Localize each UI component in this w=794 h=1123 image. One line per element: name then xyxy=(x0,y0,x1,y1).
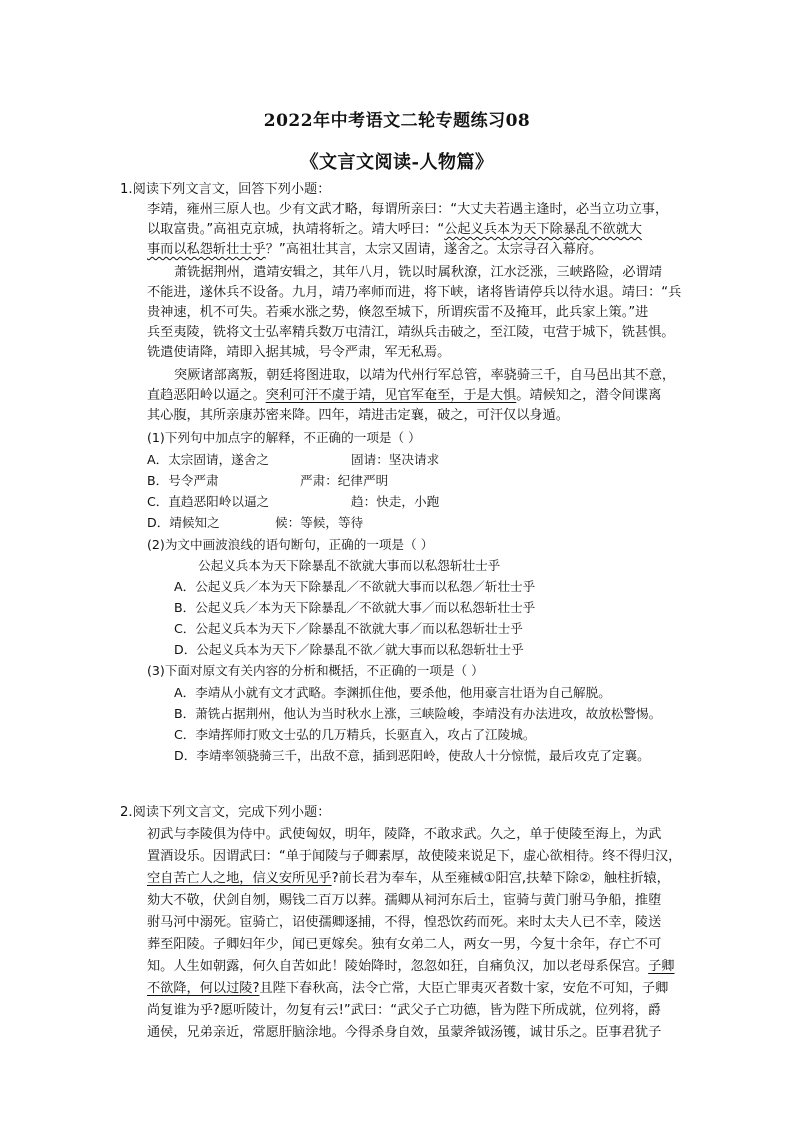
q1-p3-text-2: 。靖候知之，潜令间谍离 xyxy=(516,388,662,403)
q1-sub3-option-a: A．李靖从小就有文才武略。李渊抓住他，要杀他，他用豪言壮语为自己解脱。 xyxy=(174,685,611,700)
q1-sub3-option-d: D．李靖率领骁骑三千，出敌不意，插到恶阳岭，使敌人十分惊慌，最后攻克了定襄。 xyxy=(174,748,650,763)
q1-sub1-option-d: D．靖候知之 xyxy=(147,515,220,530)
q1-p1-text-end: ？”高祖壮其言，太宗又固请，遂舍之。太宗寻召入幕府。 xyxy=(265,242,603,257)
q1-p1-text: 以取富贵。”高祖克京城，执靖将斩之。靖大呼曰：“ xyxy=(147,222,445,237)
q1-p1-line2 xyxy=(147,220,642,240)
q1-sub1-option-d-gloss: 候：等候，等待 xyxy=(275,515,364,530)
q1-sub3-stem: (3)下面对原文有关内容的分析和概括，不正确的一项是（ ） xyxy=(147,663,484,678)
q1-sub1-option-c: C．直趋恶阳岭以逼之 xyxy=(147,494,270,509)
document-subtitle: 《文言文阅读-人物篇》 xyxy=(300,152,494,173)
q2-underlined-sentence-2a: 子卿 xyxy=(648,959,675,974)
q1-sub2-option-b: B．公起义兵／本为天下除暴乱／不欲就大事／而以私怨斩壮士乎 xyxy=(174,600,536,615)
q2-line3-text: ?前长君为奉车，从至雍棫①阳宫,扶辇下除②，触柱折辕， xyxy=(331,871,670,886)
q1-p3-line1: 突厥诸部离叛，朝廷将图进取，以靖为代州行军总管，率骁骑三千，自马邑出其不意， xyxy=(174,368,676,383)
q1-sub2-option-c: C．公起义兵本为天下／除暴乱不欲就大事／而以私怨斩壮士乎 xyxy=(174,621,523,636)
q2-underlined-sentence-2b: 不欲降，何以过陵? xyxy=(147,981,260,996)
q1-sub1-option-b-gloss: 严肃：纪律严明 xyxy=(300,473,389,488)
q2-line2: 置酒设乐。因谓武曰：“单于闻陵与子卿素厚，故使陵来说足下，虚心欲相待。终不得归汉， xyxy=(147,849,682,864)
q2-stem: 2.阅读下列文言文，完成下列小题： xyxy=(120,805,331,820)
q1-sub1-option-c-gloss: 趋：快走，小跑 xyxy=(351,494,440,509)
q1-underlined-sentence: 突利可汗不虞于靖，见官军奄至，于是大惧 xyxy=(265,388,517,403)
q1-p2-line5: 铣遣使请降，靖即入据其城，号令严肃，军无私焉。 xyxy=(147,345,451,360)
q2-line8-text: 且陛下春秋高，法令亡常，大臣亡罪夷灭者数十家，安危不可知，子卿 xyxy=(259,981,669,996)
document-title: 2022年中考语文二轮专题练习08 xyxy=(263,111,531,131)
q1-sub1-stem: (1)下列句中加点字的解释，不正确的一项是（ ） xyxy=(147,430,421,445)
q1-p3-line3: 其心腹，其所亲康苏密来降。四年，靖进击定襄，破之，可汗仅以身遁。 xyxy=(147,408,569,423)
q1-wavy-sentence-part1: 公起义兵本为天下除暴乱不欲就大 xyxy=(444,222,642,237)
q1-sub3-option-c: C．李靖挥师打败文士弘的几万精兵，长驱直入，攻占了江陵城。 xyxy=(174,727,536,742)
q2-line9: 尚复谁为乎?愿听陵计，勿复有云!”武曰：“武父子亡功德，皆为陛下所成就，位列将，爵 xyxy=(147,1003,661,1018)
q1-wavy-sentence-part2: 事而以私怨斩壮士乎 xyxy=(147,242,266,257)
q1-sub1-option-b: B．号令严肃 xyxy=(147,473,219,488)
q1-p2-line1: 萧铣据荆州，遣靖安辑之，其年八月，铣以时属秋潦，江水泛涨，三峡路险，必谓靖 xyxy=(174,265,662,280)
q2-line5: 驸马河中溺死。宦骑亡，诏使孺卿逐捕，不得，惶恐饮药而死。来时太夫人已不幸，陵送 xyxy=(147,915,662,930)
q1-p3-text: 直趋恶阳岭以逼之。 xyxy=(147,388,266,403)
option-text: A．太宗固请，遂舍之 xyxy=(147,452,269,467)
q1-p2-line3: 贵神速，机不可失。若乘水涨之势，倏忽至城下，所谓疾雷不及掩耳，此兵家上策。”进 xyxy=(147,305,649,320)
q2-underlined-sentence-1: 空自苦亡人之地，信义安所见乎 xyxy=(147,871,332,886)
q1-sub1-option-a-gloss: 固请：坚决请求 xyxy=(351,452,440,467)
q2-line7 xyxy=(147,957,675,977)
q2-line4: 劾大不敬，伏剑自刎，赐钱二百万以葬。孺卿从祠河东后土，宦骑与黄门驸马争船，推堕 xyxy=(147,893,662,908)
q1-sub1-option-a xyxy=(147,450,269,470)
q2-line10: 通侯，兄弟亲近，常愿肝脑涂地。今得杀身自效，虽蒙斧钺汤镬，诚甘乐之。臣事君犹子 xyxy=(147,1025,662,1040)
q1-p3-line2 xyxy=(147,386,661,406)
q1-p2-line2: 不能进，遂休兵不设备。九月，靖乃率师而进，将下峡，诸将皆请停兵以待水退。靖曰：“兵 xyxy=(147,285,682,300)
q1-sub3-option-b: B．萧铣占据荆州，他认为当时秋水上涨，三峡险峻，李靖没有办法进攻，故放松警惕。 xyxy=(174,706,662,721)
q1-p1-line3 xyxy=(147,240,602,260)
q1-sub2-sentence: 公起义兵本为天下除暴乱不欲就大事而以私怨斩壮士乎 xyxy=(198,558,501,573)
q2-line8 xyxy=(147,979,668,999)
q2-line7-text: 知。人生如朝露，何久自苦如此！陵始降时，忽忽如狂，自痛负汉，加以老母系保宫。 xyxy=(147,959,649,974)
q1-p2-line4: 兵至夷陵，铣将文士弘率精兵数万屯清江，靖纵兵击破之，至江陵，屯营于城下，铣甚惧。 xyxy=(147,325,675,340)
q2-line6: 葬至阳陵。子卿妇年少，闻已更嫁矣。独有女弟二人，两女一男，今复十余年，存亡不可 xyxy=(147,937,662,952)
q2-line1: 初武与李陵俱为侍中。武使匈奴，明年，陵降，不敢求武。久之，单于使陵至海上，为武 xyxy=(147,827,662,842)
q1-p1-line1: 李靖，雍州三原人也。少有文武才略，每谓所亲曰：“大丈夫若遇主逢时，必当立功立事， xyxy=(147,202,669,217)
q2-line3 xyxy=(147,869,670,889)
q1-stem: 1.阅读下列文言文，回答下列小题： xyxy=(120,182,331,197)
q1-sub2-option-d: D．公起义兵本为天下／除暴乱不欲／就大事而以私怨斩壮士乎 xyxy=(174,642,524,657)
q1-sub2-option-a: A．公起义兵／本为天下除暴乱／不欲就大事而以私怨／斩壮士乎 xyxy=(174,579,536,594)
q1-sub2-stem: (2)为文中画波浪线的语句断句，正确的一项是（ ） xyxy=(147,537,434,552)
